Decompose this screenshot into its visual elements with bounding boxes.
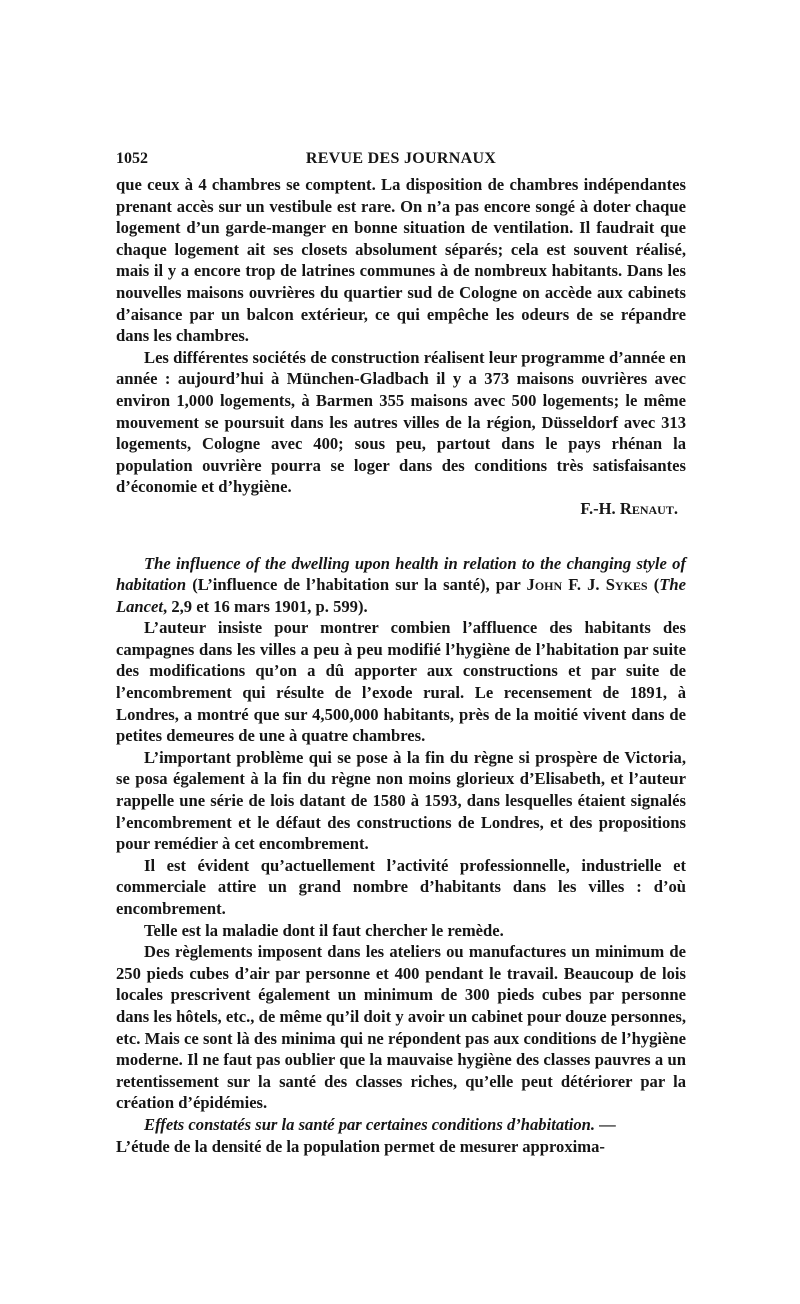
article1-paragraph-2: Les différentes sociétés de construction réalisent leur programme d’année en année : aujourd’hui à München-Gladbach il y a 373 maisons ouvrières avec environ 1,000 logements, à Barmen 355 maisons avec 500 logements; le même mouvement se poursuit dans les autres villes de la région, Düsseldorf avec 313 logements, Cologne avec 400; sous peu, partout dans le pays rhénan la population ouvrière pourra se loger dans des conditions très satisfaisantes d’économie et d’hygiène. <box>116 347 686 497</box>
article2-paragraph-4: Telle est la maladie dont il faut chercher le remède. <box>144 920 504 940</box>
article2-paragraph-3: Il est évident qu’actuellement l’activité professionnelle, industrielle et commerciale attire un grand nombre d’habitants dans les villes : d’où encombrement. <box>116 855 686 918</box>
section-gap <box>116 520 686 553</box>
article2-paragraph-2: L’important problème qui se pose à la fin du règne si prospère de Victoria, se posa également à la fin du règne non moins glorieux d’Elisabeth, et l’auteur rappelle une série de lois datant de 1580 à 1593, dans lesquelles étaient signalés l’encombrement et le défaut des constructions de Londres, et des propositions pour remédier à cet encombrement. <box>116 747 686 854</box>
page-number: 1052 <box>116 150 148 167</box>
section-heading-dash: — <box>595 1114 616 1134</box>
article2-author: John F. J. Sykes <box>526 575 648 595</box>
article2-source-rest: , 2,9 et 16 mars 1901, p. 599). <box>163 596 368 616</box>
article2-source-journal: The Lancet <box>116 575 686 616</box>
article2-section-heading <box>116 1114 686 1136</box>
section-heading-italic: Effets constatés sur la santé par certaines conditions d’habitation. <box>144 1114 596 1134</box>
article2-source-open: ( <box>647 575 660 595</box>
running-header <box>116 148 686 170</box>
article2-title-french: (L’influence de l’habitation sur la santé), par <box>186 575 527 595</box>
article2-last-paragraph: L’étude de la densité de la population permet de mesurer approxima- <box>116 1136 605 1156</box>
article1-signature: F.-H. Renaut. <box>580 498 678 518</box>
article2-paragraph-5: Des règlements imposent dans les ateliers ou manufactures un minimum de 250 pieds cubes d’air par personne et 400 pendant le travail. Beaucoup de lois locales prescrivent également un minimum de 300 pieds cubes par personne dans les hôtels, etc., de même qu’il doit y avoir un cabinet pour douze personnes, etc. Mais ce sont là des minima qui ne répondent pas aux conditions de l’hygiène moderne. Il ne faut pas oublier que la mauvaise hygiène des classes pauvres a un retentissement sur la santé des classes riches, qu’elle peut détériorer par la création d’épidémies. <box>116 942 686 1113</box>
document-page <box>116 148 686 1157</box>
article1-paragraph-1: que ceux à 4 chambres se comptent. La disposition de chambres indépendantes prenant accès sur un vestibule est rare. On n’a pas encore songé à doter chaque logement d’un garde-manger en bonne situation de ventilation. Il faudrait que chaque logement ait ses closets absolument séparés; cela est souvent réalisé, mais il y a encore trop de latrines communes à de nombreux habitants. Dans les nouvelles maisons ouvrières du quartier sud de Cologne on accède aux cabinets d’aisance par un balcon extérieur, ce qui empêche les odeurs de se répandre dans les chambres. <box>116 175 686 346</box>
running-title: REVUE DES JOURNAUX <box>305 150 497 167</box>
article2-heading <box>116 553 686 618</box>
article2-title-italic: The influence of the dwelling upon health in relation to the changing style of habitation <box>116 553 686 595</box>
article2-paragraph-1: L’auteur insiste pour montrer combien l’affluence des habitants des campagnes dans les villes a peu à peu modifié l’hygiène de l’habitation par suite des modifications qu’on a dû apporter aux constructions et par suite de l’encombrement qui résulte de l’exode rural. Le recensement de 1891, à Londres, a montré que sur 4,500,000 habitants, près de la moitié vivent dans de petites demeures de une à quatre chambres. <box>116 618 686 746</box>
